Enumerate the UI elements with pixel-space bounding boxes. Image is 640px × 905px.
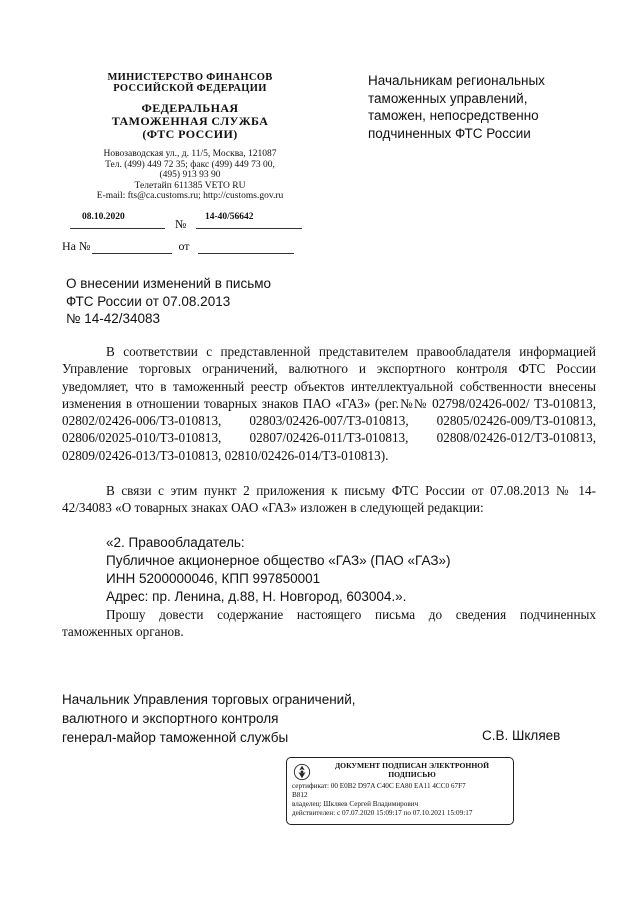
- address-line-4: Телетайп 611385 VETO RU: [134, 180, 246, 191]
- quote-line-2: Публичное акционерное общество «ГАЗ» (ПАО «ГАЗ»): [106, 553, 451, 568]
- stamp-title-line-1: ДОКУМЕНТ ПОДПИСАН ЭЛЕКТРОННОЙ: [334, 761, 490, 770]
- signer-position-line-1: Начальник Управления торговых ограничений,: [62, 692, 356, 707]
- addressee-line-4: подчиненных ФТС России: [368, 125, 531, 141]
- reply-to-label: На №: [62, 239, 91, 253]
- quote-line-1: «2. Правообладатель:: [106, 535, 245, 550]
- body-paragraph-1: В соответствии с представленной представителем правообладателя информацией Управление торговых ограничений, валютного и экспортного контроля ФТС России уведомляет, что в таможенный реестр объектов интеллектуальной собственности внесены изменения в отношении товарных знаков ПАО «ГАЗ» (рег.№№ 02798/02426-002/ ТЗ-010813, 02802/02426-006/ТЗ-010813, 02803/02426-007/ТЗ-010813, 02805/02426-009/ТЗ-010813, 02806/02025-010/ТЗ-010813, 02807/02426-011/ТЗ-010813, 02808/02426-012/ТЗ-010813, 02809/02426-013/ТЗ-010813, 02810/02426-014/ТЗ-010813).: [62, 344, 596, 463]
- reply-to-line: [62, 239, 294, 254]
- quote-line-4: Адрес: пр. Ленина, д.88, Н. Новгород, 603004.».: [106, 589, 407, 604]
- subject-line-1: О внесении изменений в письмо: [66, 276, 272, 291]
- stamp-title: [316, 761, 508, 779]
- service-name: [60, 102, 320, 141]
- stamp-validity: действителен: с 07.07.2020 15:09:17 по 07.10.2021 15:09:17: [292, 809, 473, 817]
- address-line-3: (495) 913 93 90: [159, 170, 221, 180]
- service-line-1: ФЕДЕРАЛЬНАЯ: [141, 101, 239, 115]
- stamp-certificate: сертификат: 00 E0B2 D97A C40C EA80 EA11 4CC0 67F7: [292, 782, 466, 790]
- reply-to-date-blank: [198, 241, 294, 254]
- stamp-certificate-cont: B812: [292, 791, 308, 799]
- service-line-2: ТАМОЖЕННАЯ СЛУЖБА: [111, 114, 269, 128]
- subject-line-3: № 14-42/34083: [66, 311, 161, 326]
- body-paragraph-2: В связи с этим пункт 2 приложения к письму ФТС России от 07.08.2013 № 14-42/34083 «О товарных знаках ОАО «ГАЗ» изложен в следующей редакции:: [62, 483, 596, 516]
- body-paragraph-3-text: Прошу довести содержание настоящего письма до сведения подчиненных таможенных органов.: [62, 607, 596, 640]
- signer-position: [62, 690, 356, 747]
- number-underline: [196, 228, 302, 229]
- registration-line: [70, 208, 300, 234]
- registration-number: 14-40/56642: [205, 212, 254, 222]
- emblem-icon: [293, 763, 311, 781]
- ministry-line-1: МИНИСТЕРСТВО ФИНАНСОВ: [107, 72, 273, 83]
- addressee: [368, 72, 588, 142]
- letterhead: [60, 72, 320, 202]
- contact-block: [60, 149, 320, 202]
- quote-line-3: ИНН 5200000046, КПП 997850001: [106, 571, 321, 586]
- subject: [66, 275, 346, 328]
- reply-to-number-blank: [92, 241, 172, 254]
- address-line-1: Новозаводская ул., д. 11/5, Москва, 121087: [103, 149, 277, 159]
- from-label: от: [178, 239, 190, 253]
- service-line-3: (ФТС РОССИИ): [142, 127, 238, 141]
- electronic-signature-stamp: [286, 757, 514, 825]
- date-underline: [70, 228, 165, 229]
- signer-position-line-2: валютного и экспортного контроля: [62, 711, 279, 726]
- addressee-line-3: таможен, непосредственно: [368, 108, 539, 123]
- addressee-line-1: Начальникам региональных: [368, 73, 545, 88]
- number-sign: №: [175, 217, 187, 231]
- body-paragraph-3: [62, 606, 596, 641]
- address-line-2: Тел. (499) 449 72 35; факс (499) 449 73 00,: [105, 159, 275, 170]
- address-line-5: E-mail: fts@ca.customs.ru; http://customs.gov.ru: [96, 191, 284, 201]
- registration-date: 08.10.2020: [82, 212, 125, 222]
- subject-line-2: ФТС России от 07.08.2013: [66, 293, 231, 309]
- addressee-line-2: таможенных управлений,: [368, 90, 528, 106]
- stamp-title-line-2: ПОДПИСЬЮ: [388, 770, 436, 779]
- stamp-owner: владелец: Шкляев Сергей Владимирович: [292, 800, 419, 808]
- ministry-line-2: РОССИЙСКОЙ ФЕДЕРАЦИИ: [113, 83, 267, 94]
- signer-position-line-3: генерал-майор таможенной службы: [62, 730, 289, 745]
- ministry-name: [60, 72, 320, 94]
- signer-name: С.В. Шкляев: [482, 728, 561, 743]
